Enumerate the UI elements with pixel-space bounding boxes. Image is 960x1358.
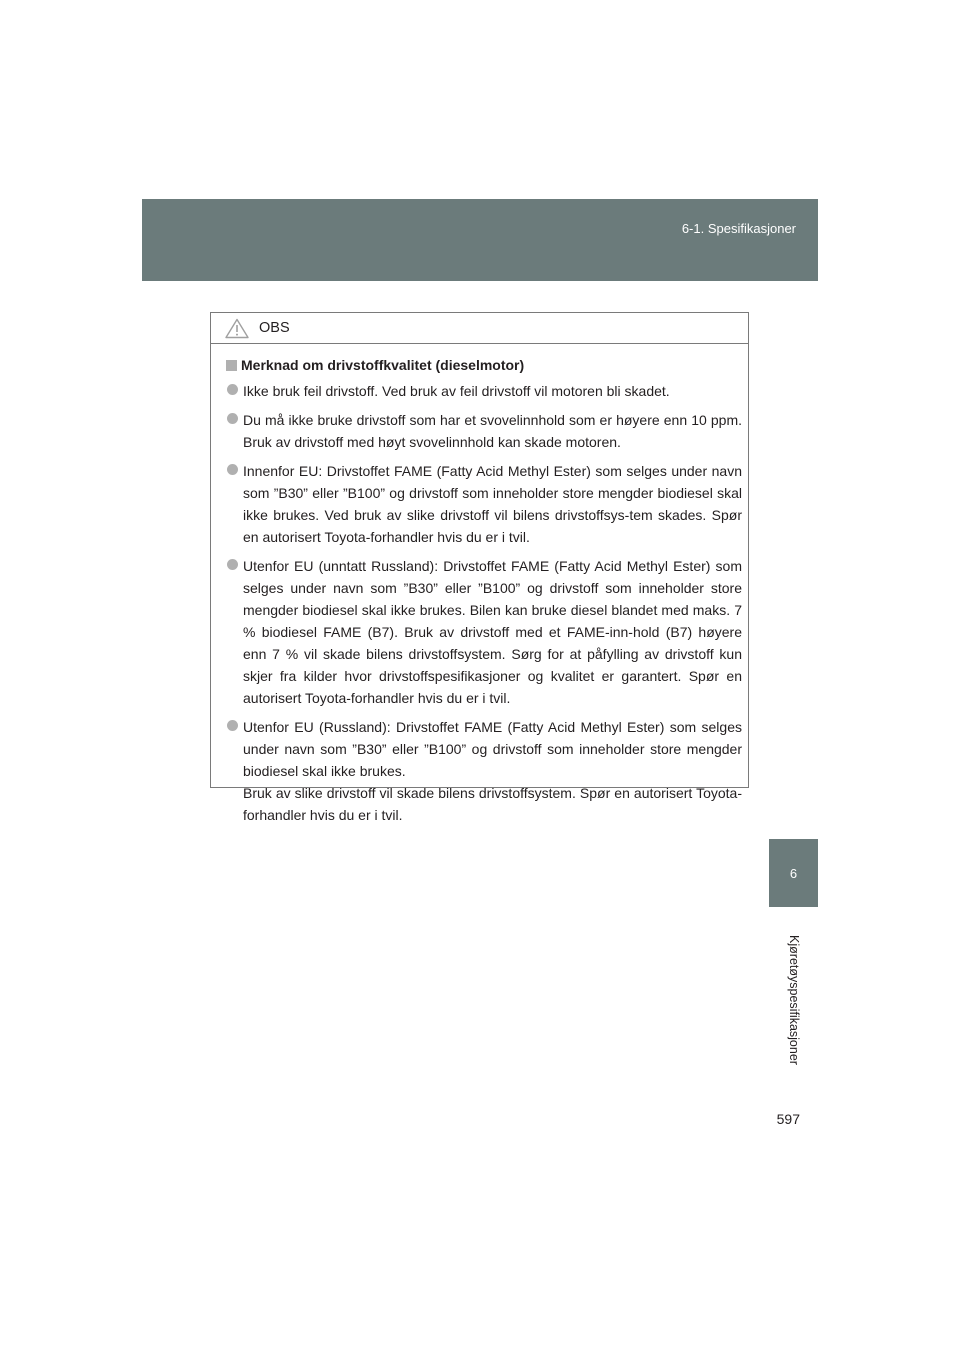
caution-box [210,312,749,823]
section-title: 6-1. Spesifikasjoner [681,221,796,236]
circle-bullet-icon [227,384,238,395]
square-bullet-icon [226,360,237,371]
list-item-text: Utenfor EU (unntatt Russland): Drivstoffet FAME (Fatty Acid Methyl Ester) som selges under navn som ”B30” eller ”B100” og drivstoff som inneholder store mengder biodiesel skal ikke brukes. Bilen kan bruke diesel blandet med maks. 7 % biodiesel FAME (B7). Bruk av drivstoff med et FAME-inn-hold (B7) høyere enn 7 % vil skade bilens drivstoffsystem. Sørg for at påfylling av drivstoff kun skjer fra kilder hvor drivstoffspesifikasjoner og kvalitet er garantert. Spør en autorisert Toyota-forhandler hvis du er i tvil. [243,558,742,706]
chapter-tab: 6 [769,839,818,907]
list-item-text: Innenfor EU: Drivstoffet FAME (Fatty Acid Methyl Ester) som selges under navn som ”B30” eller ”B100” og drivstoff som inneholder store mengder biodiesel skal ikke brukes. Ved bruk av slike drivstoff vil bilens drivstoffsys-tem skades. Spør en autorisert Toyota-forhandler hvis du er i tvil. [243,463,742,545]
caution-body [211,344,748,826]
chapter-side-label: Kjøretøyspesifikasjoner [787,935,801,1065]
circle-bullet-icon [227,559,238,570]
caution-header [211,313,748,344]
page-number: 597 [776,1111,800,1127]
circle-bullet-icon [227,464,238,475]
subsection-title: Merknad om drivstoffkvalitet (dieselmotor) [241,357,525,373]
list-item [226,380,742,402]
warning-triangle-icon [225,318,249,339]
circle-bullet-icon [227,720,238,731]
header-band [142,199,818,281]
list-item-text: Du må ikke bruke drivstoff som har et svovelinnhold som er høyere enn 10 ppm. Bruk av drivstoff med høyt svovelinnhold kan skade motoren. [243,412,742,450]
subsection-heading [226,355,742,376]
circle-bullet-icon [227,413,238,424]
list-item [226,460,742,548]
list-item [226,409,742,453]
caution-label: OBS [259,320,290,336]
list-item-text: Utenfor EU (Russland): Drivstoffet FAME (Fatty Acid Methyl Ester) som selges under navn som ”B30” eller ”B100” og drivstoff som inneholder store mengder biodiesel skal ikke brukes. Bruk av slike drivstoff vil skade bilens drivstoffsystem. Spør en autorisert Toyota-forhandler hvis du er i tvil. [243,719,742,823]
list-item-text: Ikke bruk feil drivstoff. Ved bruk av feil drivstoff vil motoren bli skadet. [243,383,670,399]
list-item [226,555,742,709]
list-item [226,716,742,826]
